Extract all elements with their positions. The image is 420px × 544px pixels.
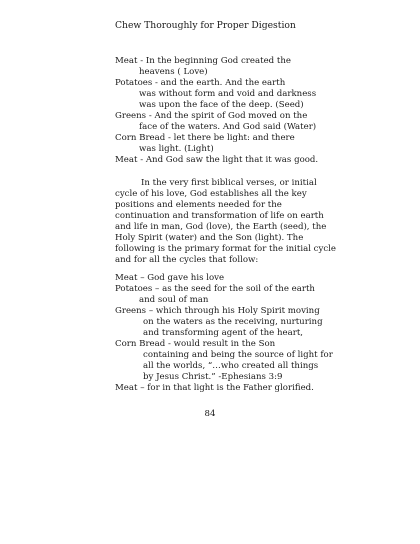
page-number: 84 [204,409,216,419]
creation-verse-list [115,56,367,166]
body-paragraph [115,178,367,266]
list-item: Corn Bread - would result in the Son [115,339,276,349]
list-item: containing and being the source of light for [143,350,333,360]
list-item: Potatoes – as the seed for the soil of the earth [115,284,315,294]
list-item: on the waters as the receiving, nurturing [143,317,323,327]
list-item: Meat - And God saw the light that it was good. [115,155,319,165]
list-item: face of the waters. And God said (Water) [139,122,317,132]
paragraph-line: and for all the cycles that follow: [115,255,259,265]
list-item: Potatoes - and the earth. And the earth [115,78,286,88]
cycle-format-list [115,273,367,394]
list-item: by Jesus Christ.” -Ephesians 3:9 [143,372,283,382]
list-item: Corn Bread - let there be light: and there [115,133,295,143]
list-item: was light. (Light) [139,144,214,154]
list-item: heavens ( Love) [139,67,208,77]
paragraph-line: Holy Spirit (water) and the Son (light). The [115,233,304,243]
list-item: Greens - And the spirit of God moved on the [115,111,308,121]
list-item: and transforming agent of the heart, [143,328,304,338]
paragraph-line: and life in man, God (love), the Earth (seed), the [115,222,327,232]
running-header: Chew Thoroughly for Proper Digestion [115,20,296,31]
list-item: was upon the face of the deep. (Seed) [139,100,304,110]
paragraph-line: following is the primary format for the initial cycle [115,244,336,254]
paragraph-line: cycle of his love, God establishes all the key [115,189,307,199]
paragraph-line: continuation and transformation of life on earth [115,211,324,221]
list-item: Meat - In the beginning God created the [115,56,291,66]
list-item: all the worlds, “…who created all things [143,361,319,371]
list-item: and soul of man [139,295,209,305]
list-item: was without form and void and darkness [139,89,317,99]
list-item: Greens – which through his Holy Spirit moving [115,306,320,316]
list-item: Meat – for in that light is the Father glorified. [115,383,314,393]
list-item: Meat – God gave his love [115,273,225,283]
paragraph-line: positions and elements needed for the [115,200,282,210]
paragraph-line: In the very first biblical verses, or initial [141,178,317,188]
